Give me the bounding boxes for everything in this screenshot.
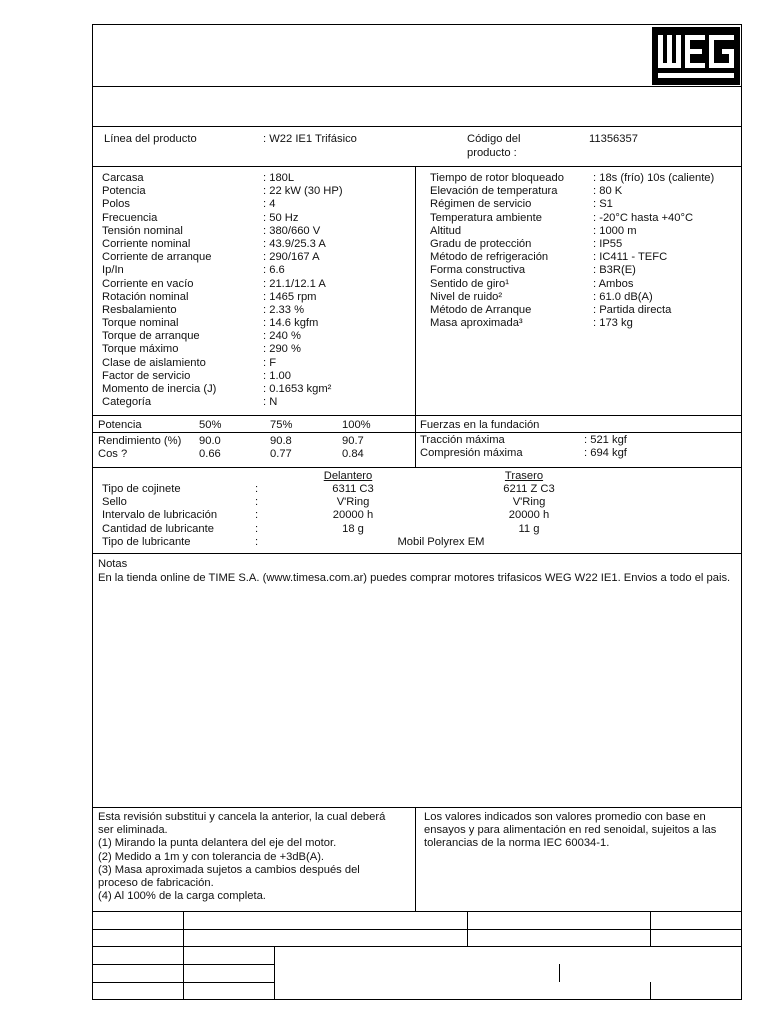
spec-value: : 4 — [263, 198, 276, 211]
spec-label: Torque de arranque — [102, 330, 200, 343]
spec-value: : S1 — [593, 198, 613, 211]
divider-sig-v3 — [650, 911, 651, 946]
notes-text: En la tienda online de TIME S.A. (www.timesa.com.ar) puedes comprar motores trifasicos WEG W22 IE1. Envios a todo el pais. — [98, 572, 731, 584]
divider-sig-v4 — [274, 946, 275, 1000]
spec-value: : 180L — [263, 172, 295, 184]
spec-label: Gradu de protección — [430, 237, 532, 250]
bearing-front-value: V'Ring — [336, 496, 370, 509]
footer-line: (3) Masa aproximada sujetos a cambios después del — [98, 863, 360, 876]
bearing-colon: : — [255, 496, 259, 509]
load-header-75: 75% — [270, 419, 293, 431]
load-header-50: 50% — [199, 419, 222, 431]
bearings-rear-values — [474, 483, 584, 536]
spec-value: : 290 % — [263, 343, 301, 356]
weg-logo-icon — [652, 27, 740, 85]
spec-label: Corriente en vacío — [102, 277, 194, 290]
foundation-title: Fuerzas en la fundación — [420, 419, 540, 431]
spec-value: : 0.1653 kgm² — [263, 383, 332, 395]
spec-label: Clase de aislamiento — [102, 356, 206, 369]
spec-value: : 173 kg — [593, 317, 633, 330]
footer-line: Esta revisión substitui y cancela la anterior, la cual deberá — [98, 811, 386, 823]
bearings-front-values — [298, 483, 408, 536]
specs-left-values — [263, 172, 343, 409]
product-line-value: : W22 IE1 Trifásico — [263, 133, 357, 145]
spec-label: Método de Arranque — [430, 303, 532, 316]
divider-notes — [92, 553, 742, 554]
footer-line: ser eliminada. — [98, 824, 168, 837]
spec-value: : Ambos — [593, 277, 634, 290]
spec-label: Polos — [102, 198, 130, 211]
load-row-value: 90.7 — [342, 435, 364, 447]
spec-label: Método de refrigeración — [430, 251, 549, 264]
load-header-power: Potencia — [98, 419, 142, 431]
spec-value: : 22 kW (30 HP) — [263, 185, 343, 198]
spec-value: : 50 Hz — [263, 211, 299, 224]
bearing-label: Intervalo de lubricación — [102, 509, 218, 522]
bearing-label: Sello — [102, 496, 127, 509]
specs-right-values — [593, 172, 714, 330]
divider-bearings — [92, 467, 742, 468]
bearings-lubricant: Mobil Polyrex EM — [397, 536, 485, 548]
foundation-label: Compresión máxima — [420, 447, 523, 459]
spec-value: : 240 % — [263, 330, 301, 343]
divider-signature-2 — [92, 929, 742, 930]
bearing-rear-value: V'Ring — [512, 496, 546, 509]
spec-label: Corriente de arranque — [102, 251, 212, 264]
bearing-label: Tipo de lubricante — [102, 535, 191, 548]
spec-value: : 80 K — [593, 185, 623, 198]
footer-right-text — [424, 811, 716, 851]
bearing-front-value: 6311 C3 — [332, 483, 374, 495]
product-code-label-1: Código del — [467, 133, 521, 145]
divider-sig-v6 — [650, 982, 651, 1000]
spec-label: Altitud — [430, 224, 462, 237]
bearings-colons — [255, 483, 258, 549]
spec-label: Régimen de servicio — [430, 198, 532, 211]
divider-sig-v2 — [467, 911, 468, 946]
footer-line: proceso de fabricación. — [98, 876, 214, 889]
foundation-value: : 694 kgf — [584, 447, 627, 459]
notes-title: Notas — [98, 558, 128, 570]
bearing-colon: : — [255, 522, 259, 535]
footer-line: (1) Mirando la punta delantera del eje del motor. — [98, 837, 337, 850]
spec-value: : 6.6 — [263, 264, 285, 277]
spec-value: : 2.33 % — [263, 303, 305, 316]
bearing-front-value: 18 g — [342, 522, 364, 535]
spec-label: Resbalamiento — [102, 303, 177, 316]
spec-label: Forma constructiva — [430, 264, 526, 277]
bearing-colon: : — [255, 509, 259, 522]
load-row-value: 90.0 — [199, 435, 221, 447]
spec-label: Ip/In — [102, 264, 124, 277]
spec-value: : 1465 rpm — [263, 290, 317, 303]
spec-value: : IC411 - TEFC — [593, 251, 668, 264]
spec-value: : 61.0 dB(A) — [593, 290, 653, 303]
divider-sig-v5 — [559, 964, 560, 982]
spec-label: Tiempo de rotor bloqueado — [430, 172, 564, 184]
spec-label: Carcasa — [102, 172, 144, 184]
divider-load — [92, 415, 742, 416]
divider-signature-3 — [92, 946, 742, 947]
divider-sig-v1 — [183, 911, 184, 1000]
spec-value: : N — [263, 396, 278, 409]
spec-label: Tensión nominal — [102, 224, 183, 237]
spec-value: : 380/660 V — [263, 224, 321, 237]
divider-product-line — [92, 126, 742, 127]
spec-value: : B3R(E) — [593, 264, 636, 277]
spec-value: : 1.00 — [263, 369, 291, 382]
footer-line: ensayos y para alimentación en red senoidal, sujeitos a las — [424, 824, 717, 837]
divider-signature-1 — [92, 911, 742, 912]
spec-label: Torque nominal — [102, 317, 179, 330]
load-header-100: 100% — [342, 419, 371, 431]
spec-value: : Partida directa — [593, 303, 672, 316]
specs-right-labels — [430, 172, 564, 330]
divider-specs — [92, 166, 742, 167]
bearing-front-value: 20000 h — [332, 509, 374, 522]
bearings-rear-header: Trasero — [504, 470, 544, 482]
foundation-header-line — [415, 432, 742, 433]
foundation-label: Tracción máxima — [420, 434, 505, 446]
spec-label: Rotación nominal — [102, 290, 189, 303]
spec-label: Momento de inercia (J) — [102, 383, 217, 395]
bearing-rear-value: 20000 h — [508, 509, 550, 522]
divider-specs-vertical — [415, 166, 416, 467]
spec-label: Nivel de ruido² — [430, 290, 503, 303]
footer-line: tolerancias de la norma IEC 60034-1. — [424, 837, 610, 850]
bearing-rear-value: 6211 Z C3 — [503, 483, 555, 495]
bearing-label: Tipo de cojinete — [102, 483, 181, 495]
footer-line: Los valores indicados son valores promedio con base en — [424, 811, 706, 823]
footer-line: (4) Al 100% de la carga completa. — [98, 890, 266, 903]
weg-logo — [652, 27, 740, 85]
spec-value: : -20°C hasta +40°C — [593, 211, 694, 224]
spec-value: : 14.6 kgfm — [263, 317, 319, 330]
spec-value: : 18s (frío) 10s (caliente) — [593, 172, 715, 184]
spec-label: Elevación de temperatura — [430, 185, 558, 198]
spec-label: Torque máximo — [102, 343, 179, 356]
spec-label: Potencia — [102, 185, 146, 198]
spec-value: : 21.1/12.1 A — [263, 277, 326, 290]
spec-value: : IP55 — [593, 237, 623, 250]
bearing-rear-value: 11 g — [518, 522, 540, 535]
spec-value: : 290/167 A — [263, 251, 320, 264]
spec-value: : 1000 m — [593, 224, 637, 237]
load-row-value: 90.8 — [270, 435, 292, 447]
specs-left-labels — [102, 172, 216, 409]
spec-value: : 43.9/25.3 A — [263, 237, 326, 250]
divider-footer-vertical — [415, 807, 416, 911]
bearings-labels — [102, 483, 217, 549]
spec-label: Temperatura ambiente — [430, 211, 542, 224]
spec-label: Categoría — [102, 396, 152, 409]
bearings-front-header: Delantero — [323, 470, 373, 482]
spec-label: Factor de servicio — [102, 369, 191, 382]
spec-label: Sentido de giro¹ — [430, 277, 509, 290]
spec-label: Masa aproximada³ — [430, 317, 523, 330]
divider-header — [92, 86, 742, 87]
foundation-value: : 521 kgf — [584, 434, 627, 446]
bearing-colon: : — [255, 483, 259, 495]
product-code-value: 11356357 — [589, 133, 638, 145]
load-row-value: 0.77 — [270, 448, 292, 460]
spec-label: Corriente nominal — [102, 237, 191, 250]
load-row-label: Rendimiento (%) — [98, 435, 182, 447]
load-row-value: 0.66 — [199, 448, 221, 460]
load-row-value: 0.84 — [342, 448, 364, 460]
footer-line: (2) Medido a 1m y con tolerancia de +3dB(A). — [98, 850, 325, 863]
bearing-colon: : — [255, 535, 259, 548]
divider-footer — [92, 807, 742, 808]
footer-left-text — [98, 811, 385, 903]
load-row-label: Cos ? — [98, 448, 128, 460]
product-code-label-2: producto : — [467, 147, 517, 159]
product-line-label: Línea del producto — [104, 133, 197, 145]
bearing-label: Cantidad de lubricante — [102, 522, 214, 535]
spec-label: Frecuencia — [102, 211, 158, 224]
spec-value: : F — [263, 356, 277, 369]
